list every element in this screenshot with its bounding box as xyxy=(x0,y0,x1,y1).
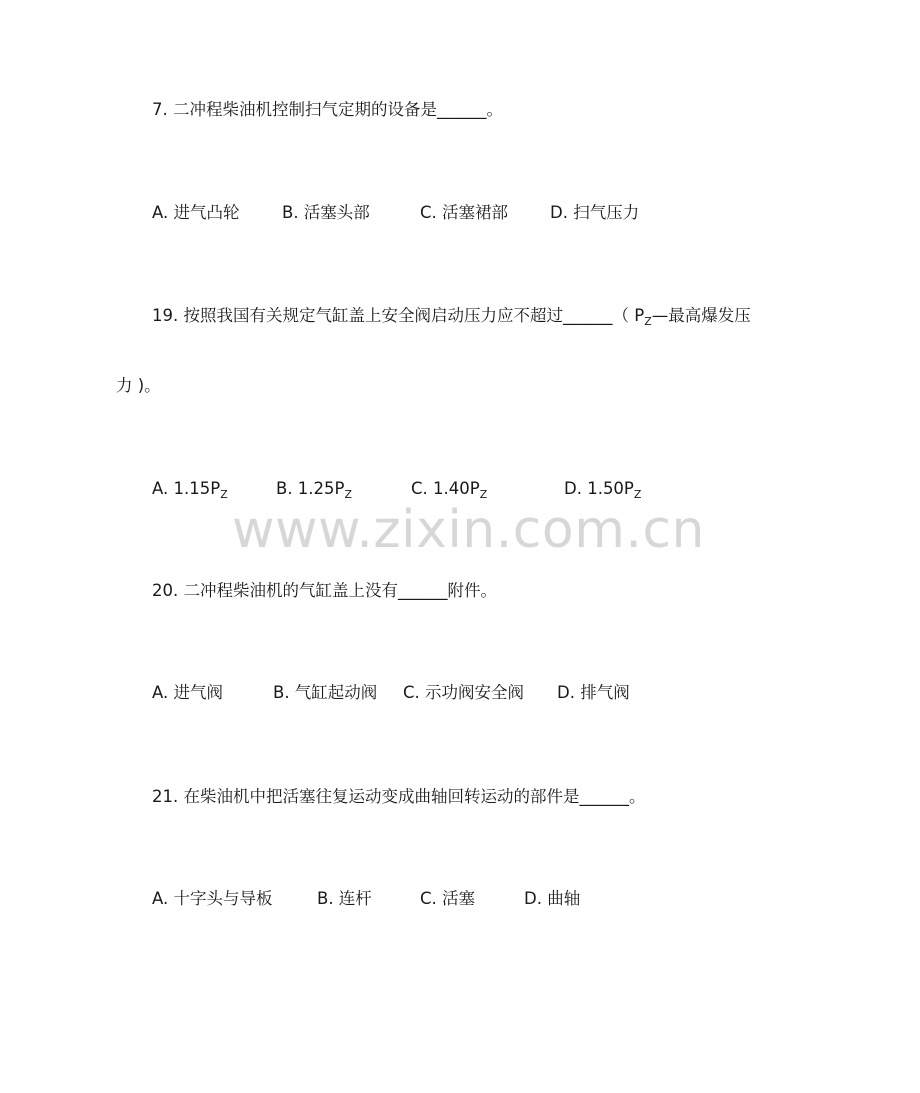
option-a xyxy=(152,478,228,500)
option-b: B. 气缸起动阀 xyxy=(273,683,378,702)
option-c: C. 活塞裙部 xyxy=(420,203,509,222)
option-c: C. 活塞 xyxy=(420,889,476,908)
question-19-stem-text: 19. 按照我国有关规定气缸盖上安全阀启动压力应不超过______（ P xyxy=(152,306,645,325)
subscript-z: Z xyxy=(633,488,642,501)
option-d: D. 曲轴 xyxy=(524,889,581,908)
option-a: A. 进气阀 xyxy=(152,683,223,702)
option-b: B. 活塞头部 xyxy=(282,203,370,222)
option-c xyxy=(411,478,487,500)
question-21-stem: 21. 在柴油机中把活塞往复运动变成曲轴回转运动的部件是______。 xyxy=(152,787,646,806)
question-19-stem-line2: 力 )。 xyxy=(116,376,161,395)
subscript-z: Z xyxy=(479,488,488,501)
subscript-z: Z xyxy=(344,488,353,501)
option-d: D. 扫气压力 xyxy=(550,203,640,222)
option-d xyxy=(564,478,641,500)
option-a-text: A. 1.15P xyxy=(152,479,221,498)
subscript-z: Z xyxy=(644,315,652,328)
question-19-stem-line1 xyxy=(152,305,751,327)
option-c: C. 示功阀安全阀 xyxy=(403,683,525,702)
question-19-stem-tail: —最高爆发压 xyxy=(651,306,751,325)
question-20-stem: 20. 二冲程柴油机的气缸盖上没有______附件。 xyxy=(152,581,497,600)
option-b: B. 连杆 xyxy=(317,889,372,908)
question-7-stem: 7. 二冲程柴油机控制扫气定期的设备是______。 xyxy=(152,100,503,119)
option-c-text: C. 1.40P xyxy=(411,479,480,498)
option-a: A. 进气凸轮 xyxy=(152,203,240,222)
watermark: www.zixin.com.cn xyxy=(232,500,705,560)
option-b xyxy=(276,478,352,500)
subscript-z: Z xyxy=(220,488,228,501)
option-b-text: B. 1.25P xyxy=(276,479,345,498)
option-d: D. 排气阀 xyxy=(557,683,630,702)
option-d-text: D. 1.50P xyxy=(564,479,634,498)
option-a: A. 十字头与导板 xyxy=(152,889,273,908)
